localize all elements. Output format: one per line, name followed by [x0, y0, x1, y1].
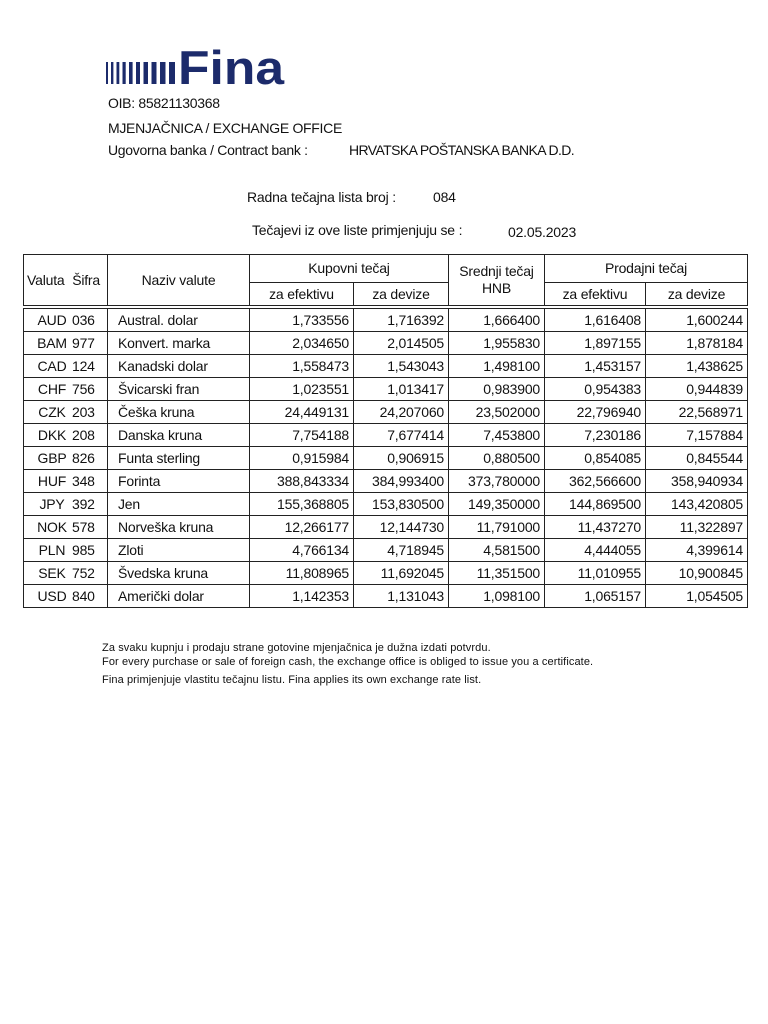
- rate-sell-fx: 358,940934: [646, 470, 748, 493]
- rate-buy-fx: 153,830500: [354, 493, 449, 516]
- rate-buy-fx: 1,543043: [354, 355, 449, 378]
- contract-bank-label: Ugovorna banka / Contract bank :: [108, 142, 308, 158]
- rate-sell-fx: 7,157884: [646, 424, 748, 447]
- rate-buy-fx: 2,014505: [354, 332, 449, 355]
- currency-numeric-code: 036: [72, 312, 95, 328]
- rate-buy-cash: 388,843334: [250, 470, 354, 493]
- rate-buy-fx: 4,718945: [354, 539, 449, 562]
- currency-code-cell: [24, 355, 108, 378]
- rate-mid: 11,791000: [449, 516, 545, 539]
- currency-iso: DKK: [37, 427, 67, 443]
- list-number-value: 084: [433, 189, 456, 205]
- rate-mid: 7,453800: [449, 424, 545, 447]
- oib-line: [108, 95, 220, 111]
- rate-buy-fx: 24,207060: [354, 401, 449, 424]
- rate-sell-cash: 7,230186: [545, 424, 646, 447]
- rate-sell-fx: 0,845544: [646, 447, 748, 470]
- list-number-label: Radna tečajna lista broj :: [247, 189, 396, 205]
- currency-code-cell: [24, 493, 108, 516]
- table-row: [24, 401, 748, 424]
- rate-sell-cash: 144,869500: [545, 493, 646, 516]
- office-title: MJENJAČNICA / EXCHANGE OFFICE: [108, 120, 342, 136]
- currency-code-cell: [24, 516, 108, 539]
- currency-numeric-code: 752: [72, 565, 95, 581]
- currency-iso: HUF: [37, 473, 67, 489]
- rate-sell-fx: 0,944839: [646, 378, 748, 401]
- currency-iso: SEK: [38, 565, 66, 581]
- rate-buy-cash: 7,754188: [250, 424, 354, 447]
- currency-numeric-code: 840: [72, 588, 95, 604]
- currency-iso: CZK: [38, 404, 66, 420]
- rate-buy-cash: 2,034650: [250, 332, 354, 355]
- currency-iso: AUD: [37, 312, 67, 328]
- logo-text: Fina: [178, 44, 285, 88]
- currency-name: Danska kruna: [108, 424, 250, 447]
- rate-buy-cash: 4,766134: [250, 539, 354, 562]
- rate-sell-cash: 4,444055: [545, 539, 646, 562]
- currency-name: Kanadski dolar: [108, 355, 250, 378]
- table-row: [24, 516, 748, 539]
- header-prodajni: Prodajni tečaj: [545, 255, 748, 283]
- currency-name: Forinta: [108, 470, 250, 493]
- table-row: [24, 378, 748, 401]
- note-receipt-hr: Za svaku kupnju i prodaju strane gotovine mjenjačnica je dužna izdati potvrdu.: [102, 642, 491, 654]
- currency-name: Norveška kruna: [108, 516, 250, 539]
- note-own-list: Fina primjenjuje vlastitu tečajnu listu. Fina applies its own exchange rate list.: [102, 674, 482, 686]
- currency-name: Švicarski fran: [108, 378, 250, 401]
- note-receipt-en: For every purchase or sale of foreign cash, the exchange office is obliged to issue you a certificate.: [102, 656, 594, 668]
- rate-buy-cash: 1,023551: [250, 378, 354, 401]
- currency-iso: USD: [37, 588, 67, 604]
- rate-sell-fx: 1,878184: [646, 332, 748, 355]
- table-body: [24, 309, 748, 608]
- rate-sell-fx: 11,322897: [646, 516, 748, 539]
- header-sifra: Šifra: [72, 272, 100, 288]
- table-row: [24, 470, 748, 493]
- rate-sell-cash: 11,437270: [545, 516, 646, 539]
- rate-buy-fx: 12,144730: [354, 516, 449, 539]
- currency-iso: CHF: [37, 381, 67, 397]
- office-line: [108, 120, 342, 136]
- apply-label: Tečajevi iz ove liste primjenjuju se :: [252, 222, 463, 238]
- rate-buy-cash: 24,449131: [250, 401, 354, 424]
- currency-numeric-code: 977: [72, 335, 95, 351]
- rate-buy-fx: 1,013417: [354, 378, 449, 401]
- rate-buy-cash: 1,142353: [250, 585, 354, 608]
- fina-logo: [106, 44, 286, 88]
- apply-date: 02.05.2023: [508, 224, 577, 240]
- currency-numeric-code: 578: [72, 519, 95, 535]
- currency-numeric-code: 203: [72, 404, 95, 420]
- rate-buy-fx: 1,131043: [354, 585, 449, 608]
- exchange-rate-table: [23, 254, 748, 608]
- header-prodajni-efektiva: za efektivu: [545, 282, 646, 305]
- header-naziv: Naziv valute: [108, 255, 250, 306]
- rate-sell-cash: 11,010955: [545, 562, 646, 585]
- currency-name: Američki dolar: [108, 585, 250, 608]
- currency-iso: PLN: [38, 542, 66, 558]
- rate-sell-cash: 0,854085: [545, 447, 646, 470]
- rate-buy-cash: 155,368805: [250, 493, 354, 516]
- header-valuta-sifra: [24, 255, 108, 306]
- header-kupovni-devize: za devize: [354, 282, 449, 305]
- logo-stripes: [106, 62, 175, 84]
- table-row: [24, 539, 748, 562]
- rate-sell-cash: 1,453157: [545, 355, 646, 378]
- table-row: [24, 447, 748, 470]
- rate-buy-cash: 1,558473: [250, 355, 354, 378]
- rate-buy-cash: 12,266177: [250, 516, 354, 539]
- rate-mid: 0,983900: [449, 378, 545, 401]
- currency-name: Švedska kruna: [108, 562, 250, 585]
- currency-code-cell: [24, 539, 108, 562]
- currency-name: Zloti: [108, 539, 250, 562]
- rate-mid: 4,581500: [449, 539, 545, 562]
- table-row: [24, 424, 748, 447]
- currency-code-cell: [24, 585, 108, 608]
- table-header: [24, 255, 748, 309]
- currency-code-cell: [24, 424, 108, 447]
- rate-sell-fx: 1,600244: [646, 309, 748, 332]
- header-valuta: Valuta: [27, 272, 65, 288]
- rate-sell-cash: 22,796940: [545, 401, 646, 424]
- rate-buy-fx: 1,716392: [354, 309, 449, 332]
- rate-mid: 1,098100: [449, 585, 545, 608]
- rate-mid: 1,666400: [449, 309, 545, 332]
- rate-mid: 23,502000: [449, 401, 545, 424]
- rate-sell-cash: 1,897155: [545, 332, 646, 355]
- rate-mid: 1,498100: [449, 355, 545, 378]
- rate-sell-fx: 1,054505: [646, 585, 748, 608]
- currency-numeric-code: 208: [72, 427, 95, 443]
- currency-code-cell: [24, 401, 108, 424]
- rate-mid: 1,955830: [449, 332, 545, 355]
- currency-name: Češka kruna: [108, 401, 250, 424]
- currency-iso: CAD: [37, 358, 67, 374]
- contract-bank-value: HRVATSKA POŠTANSKA BANKA D.D.: [349, 142, 575, 158]
- currency-code-cell: [24, 447, 108, 470]
- header-kupovni-efektiva: za efektivu: [250, 282, 354, 305]
- table-row: [24, 585, 748, 608]
- currency-iso: JPY: [39, 496, 65, 512]
- rate-buy-cash: 0,915984: [250, 447, 354, 470]
- rate-buy-fx: 11,692045: [354, 562, 449, 585]
- currency-numeric-code: 392: [72, 496, 95, 512]
- currency-code-cell: [24, 562, 108, 585]
- rate-sell-fx: 1,438625: [646, 355, 748, 378]
- rate-sell-cash: 0,954383: [545, 378, 646, 401]
- rate-sell-fx: 22,568971: [646, 401, 748, 424]
- rate-buy-cash: 1,733556: [250, 309, 354, 332]
- currency-iso: BAM: [37, 335, 67, 351]
- currency-numeric-code: 348: [72, 473, 95, 489]
- rate-buy-fx: 384,993400: [354, 470, 449, 493]
- header-prodajni-devize: za devize: [646, 282, 748, 305]
- table-row: [24, 493, 748, 516]
- rate-mid: 373,780000: [449, 470, 545, 493]
- table-row: [24, 332, 748, 355]
- currency-code-cell: [24, 378, 108, 401]
- currency-name: Konvert. marka: [108, 332, 250, 355]
- currency-numeric-code: 985: [72, 542, 95, 558]
- table-row: [24, 562, 748, 585]
- currency-code-cell: [24, 470, 108, 493]
- rate-sell-fx: 10,900845: [646, 562, 748, 585]
- rate-sell-fx: 4,399614: [646, 539, 748, 562]
- currency-numeric-code: 756: [72, 381, 95, 397]
- rate-buy-fx: 0,906915: [354, 447, 449, 470]
- currency-iso: GBP: [37, 450, 67, 466]
- rate-sell-cash: 1,065157: [545, 585, 646, 608]
- currency-numeric-code: 124: [72, 358, 95, 374]
- rate-sell-cash: 1,616408: [545, 309, 646, 332]
- contract-bank-line: [108, 142, 575, 158]
- rate-sell-fx: 143,420805: [646, 493, 748, 516]
- oib: OIB: 85821130368: [108, 95, 220, 111]
- table-row: [24, 309, 748, 332]
- currency-iso: NOK: [37, 519, 67, 535]
- rate-sell-cash: 362,566600: [545, 470, 646, 493]
- header-kupovni: Kupovni tečaj: [250, 255, 449, 283]
- rate-buy-fx: 7,677414: [354, 424, 449, 447]
- currency-numeric-code: 826: [72, 450, 95, 466]
- currency-name: Funta sterling: [108, 447, 250, 470]
- rate-mid: 149,350000: [449, 493, 545, 516]
- currency-code-cell: [24, 332, 108, 355]
- rate-mid: 0,880500: [449, 447, 545, 470]
- rate-buy-cash: 11,808965: [250, 562, 354, 585]
- currency-name: Jen: [108, 493, 250, 516]
- rate-mid: 11,351500: [449, 562, 545, 585]
- table-row: [24, 355, 748, 378]
- currency-code-cell: [24, 309, 108, 332]
- header-srednji: Srednji tečaj HNB: [449, 255, 545, 306]
- currency-name: Austral. dolar: [108, 309, 250, 332]
